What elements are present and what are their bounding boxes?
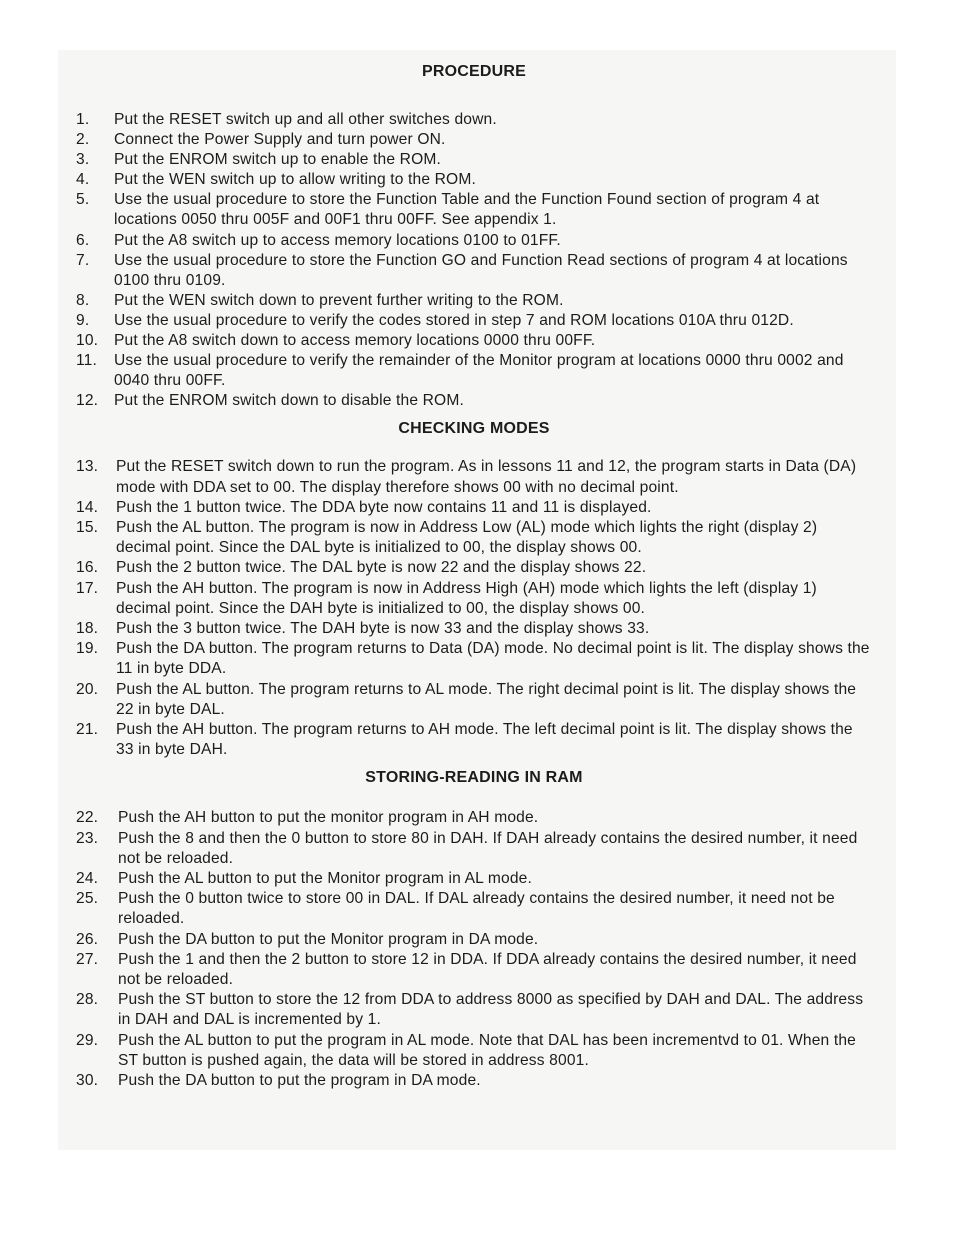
step-text: Put the RESET switch down to run the program. As in lessons 11 and 12, the program starts in Data (DA) mode with DDA set to 00. The display therefore shows 00 with no decimal point. (116, 458, 857, 496)
step-number: 8. (76, 291, 90, 309)
step-number: 23. (76, 829, 99, 847)
document-content (76, 60, 872, 1091)
step-text: Connect the Power Supply and turn power ON. (114, 131, 446, 149)
step-text: Use the usual procedure to verify the remainder of the Monitor program at locations 0000 thru 0002 and 0040 thru 00FF. (114, 352, 844, 390)
procedure-steps (76, 110, 872, 411)
step-text: Use the usual procedure to verify the codes stored in step 7 and ROM locations 010A thru 012D. (114, 311, 794, 329)
step-text: Put the WEN switch up to allow writing to the ROM. (114, 171, 476, 189)
step-13 (76, 457, 872, 497)
step-number: 21. (76, 721, 99, 739)
step-text: Put the WEN switch down to prevent further writing to the ROM. (114, 291, 564, 309)
step-11 (76, 351, 872, 391)
step-30 (76, 1071, 872, 1091)
step-number: 1. (76, 111, 90, 128)
step-27 (76, 950, 872, 990)
step-14 (76, 498, 872, 518)
step-number: 26. (76, 930, 99, 948)
step-26 (76, 930, 872, 950)
step-number: 9. (76, 311, 90, 329)
step-7 (76, 251, 872, 291)
step-number: 3. (76, 151, 90, 169)
step-15 (76, 518, 872, 558)
step-4 (76, 170, 872, 190)
section-heading-checking-modes: CHECKING MODES (398, 420, 550, 438)
step-20 (76, 680, 872, 720)
step-text: Push the 1 button twice. The DDA byte now contains 11 and 11 is displayed. (116, 498, 652, 516)
step-text: Push the ST button to store the 12 from DDA to address 8000 as specified by DAH and DAL. The address in DAH and DAL is incremented by 1. (118, 991, 864, 1029)
step-5 (76, 190, 872, 230)
step-text: Push the AH button. The program is now in Address High (AH) mode which lights the left (display 1) decimal point. Since the DAH byte is initialized to 00, the display shows 00. (116, 579, 817, 617)
step-text: Put the RESET switch up and all other switches down. (114, 111, 497, 128)
step-number: 2. (76, 131, 90, 149)
step-6 (76, 231, 872, 251)
step-16 (76, 558, 872, 578)
step-number: 19. (76, 640, 99, 658)
checking-modes-steps (76, 457, 872, 760)
step-number: 18. (76, 620, 99, 638)
step-28 (76, 990, 872, 1030)
step-29 (76, 1031, 872, 1071)
step-text: Push the AL button. The program returns to AL mode. The right decimal point is lit. The display shows the 22 in byte DAL. (116, 680, 857, 718)
step-text: Put the A8 switch up to access memory locations 0100 to 01FF. (114, 231, 561, 249)
step-10 (76, 331, 872, 351)
step-24 (76, 869, 872, 889)
step-number: 5. (76, 191, 90, 209)
storing-reading-steps (76, 808, 872, 1091)
step-25 (76, 889, 872, 929)
step-text: Put the ENROM switch down to disable the ROM. (114, 392, 464, 410)
step-text: Push the AH button to put the monitor program in AH mode. (118, 809, 539, 827)
step-1 (76, 110, 872, 130)
step-number: 25. (76, 890, 99, 908)
step-text: Push the AL button. The program is now in Address Low (AL) mode which lights the right (display 2) decimal point. Since the DAL byte is initialized to 00, the display shows 00. (116, 519, 818, 557)
step-number: 14. (76, 498, 99, 516)
step-9 (76, 311, 872, 331)
step-19 (76, 639, 872, 679)
step-text: Push the 8 and then the 0 button to store 80 in DAH. If DAH already contains the desired number, it need not be reloaded. (118, 829, 858, 867)
step-number: 7. (76, 251, 90, 269)
step-number: 29. (76, 1031, 99, 1049)
step-text: Push the AL button to put the Monitor program in AL mode. (118, 870, 532, 888)
step-number: 16. (76, 559, 99, 577)
step-number: 13. (76, 458, 99, 476)
step-18 (76, 619, 872, 639)
step-text: Push the AH button. The program returns to AH mode. The left decimal point is lit. The display shows the 33 in byte DAH. (116, 721, 853, 759)
step-text: Push the 1 and then the 2 button to store 12 in DDA. If DDA already contains the desired number, it need not be reloaded. (118, 950, 857, 989)
step-number: 28. (76, 991, 99, 1009)
step-number: 11. (76, 352, 97, 370)
step-text: Push the DA button to put the program in DA mode. (118, 1072, 481, 1090)
step-number: 15. (76, 519, 99, 537)
step-text: Use the usual procedure to store the Function GO and Function Read sections of program 4 at locations 0100 thru 0109. (114, 251, 848, 289)
step-text: Push the DA button. The program returns to Data (DA) mode. No decimal point is lit. The display shows the 11 in byte DDA. (116, 640, 870, 678)
step-22 (76, 808, 872, 828)
step-17 (76, 579, 872, 619)
step-number: 20. (76, 680, 99, 698)
step-number: 10. (76, 332, 99, 350)
step-text: Push the 0 button twice to store 00 in DAL. If DAL already contains the desired number, it need not be reloaded. (118, 890, 835, 928)
step-2 (76, 130, 872, 150)
step-number: 27. (76, 950, 99, 968)
step-23 (76, 829, 872, 869)
step-number: 22. (76, 809, 99, 827)
step-text: Put the A8 switch down to access memory locations 0000 thru 00FF. (114, 332, 596, 350)
step-3 (76, 150, 872, 170)
step-12 (76, 391, 872, 411)
step-text: Put the ENROM switch up to enable the ROM. (114, 151, 441, 169)
step-text: Use the usual procedure to store the Function Table and the Function Found section of program 4 at locations 0050 thru 005F and 00F1 thru 00FF. See appendix 1. (114, 191, 820, 229)
step-number: 30. (76, 1072, 99, 1090)
step-number: 17. (76, 579, 99, 597)
step-text: Push the AL button to put the program in AL mode. Note that DAL has been incrementvd to 01. When the ST button is pushed again, the data will be stored in address 8001. (118, 1031, 856, 1069)
step-number: 4. (76, 171, 90, 189)
step-8 (76, 291, 872, 311)
section-heading-storing-reading-in-ram: STORING-READING IN RAM (365, 769, 583, 787)
step-number: 12. (76, 392, 99, 410)
step-text: Push the DA button to put the Monitor program in DA mode. (118, 930, 539, 948)
step-text: Push the 3 button twice. The DAH byte is now 33 and the display shows 33. (116, 620, 650, 638)
step-number: 24. (76, 870, 99, 888)
step-number: 6. (76, 231, 90, 249)
step-21 (76, 720, 872, 760)
step-text: Push the 2 button twice. The DAL byte is now 22 and the display shows 22. (116, 559, 647, 577)
section-heading-procedure: PROCEDURE (421, 63, 527, 80)
